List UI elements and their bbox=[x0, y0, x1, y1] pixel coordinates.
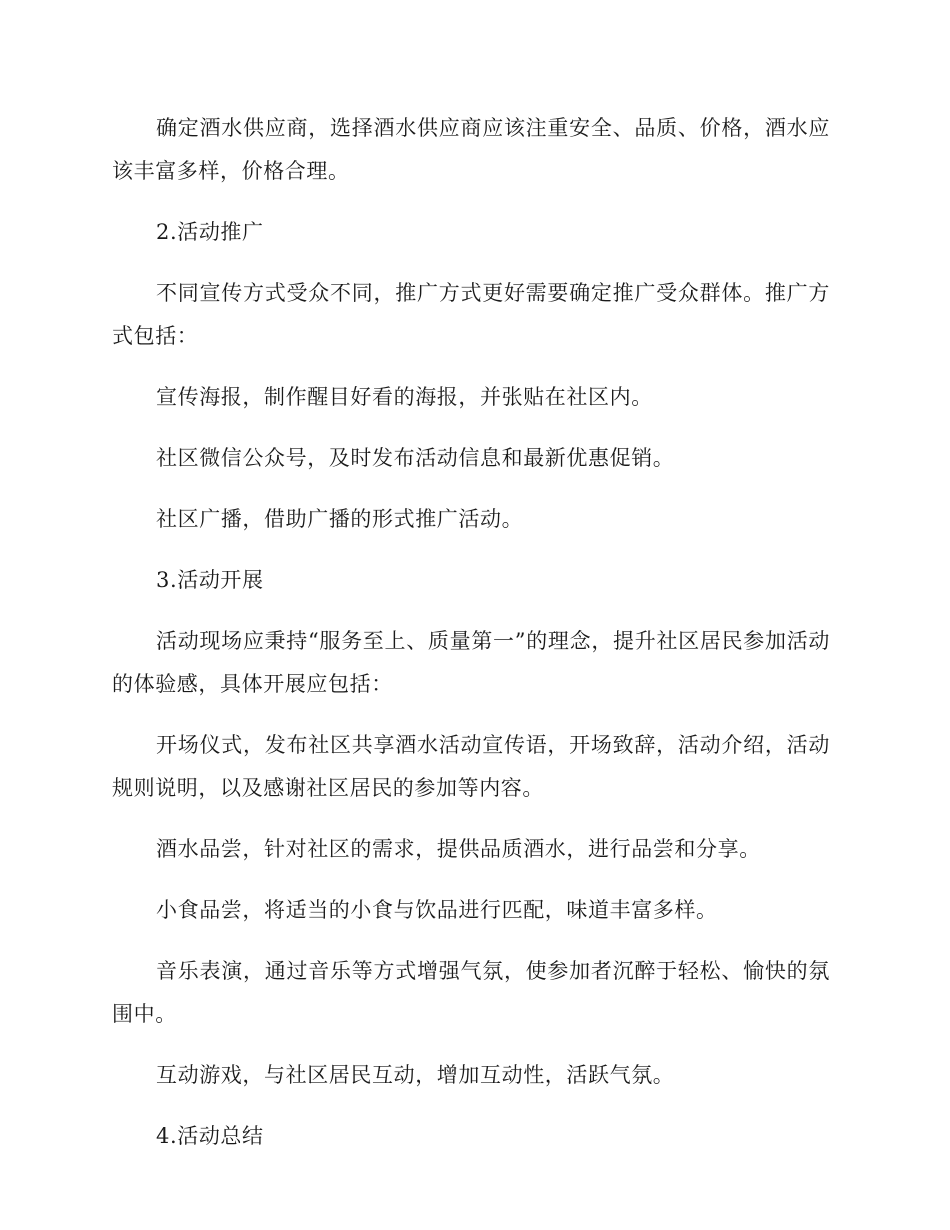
paragraph-tasting: 酒水品尝，针对社区的需求，提供品质酒水，进行品尝和分享。 bbox=[156, 837, 761, 861]
paragraph-snacks: 小食品尝，将适当的小食与饮品进行匹配，味道丰富多样。 bbox=[156, 898, 718, 922]
paragraph-music: 音乐表演，通过音乐等方式增强气氛，使参加者沉醉于轻松、愉快的氛围中。 bbox=[112, 959, 830, 1026]
paragraph-broadcast: 社区广播，借助广播的形式推广活动。 bbox=[156, 507, 524, 531]
paragraph-games: 互动游戏，与社区居民互动，增加互动性，活跃气氛。 bbox=[156, 1063, 675, 1087]
document-page bbox=[112, 107, 830, 1176]
paragraph-poster: 宣传海报，制作醒目好看的海报，并张贴在社区内。 bbox=[156, 385, 653, 409]
paragraph-supplier: 确定酒水供应商，选择酒水供应商应该注重安全、品质、价格，酒水应该丰富多样，价格合理。 bbox=[112, 116, 830, 183]
paragraph-wechat: 社区微信公众号，及时发布活动信息和最新优惠促销。 bbox=[156, 446, 675, 470]
heading-promotion: 2.活动推广 bbox=[156, 220, 264, 244]
heading-execution: 3.活动开展 bbox=[156, 568, 264, 592]
paragraph-execution-intro: 活动现场应秉持“服务至上、质量第一”的理念，提升社区居民参加活动的体验感，具体开展应包括： bbox=[112, 629, 830, 696]
heading-summary: 4.活动总结 bbox=[156, 1124, 264, 1148]
paragraph-promotion-intro: 不同宣传方式受众不同，推广方式更好需要确定推广受众群体。推广方式包括： bbox=[112, 281, 830, 348]
paragraph-opening: 开场仪式，发布社区共享酒水活动宣传语，开场致辞，活动介绍，活动规则说明，以及感谢社区居民的参加等内容。 bbox=[112, 733, 830, 800]
